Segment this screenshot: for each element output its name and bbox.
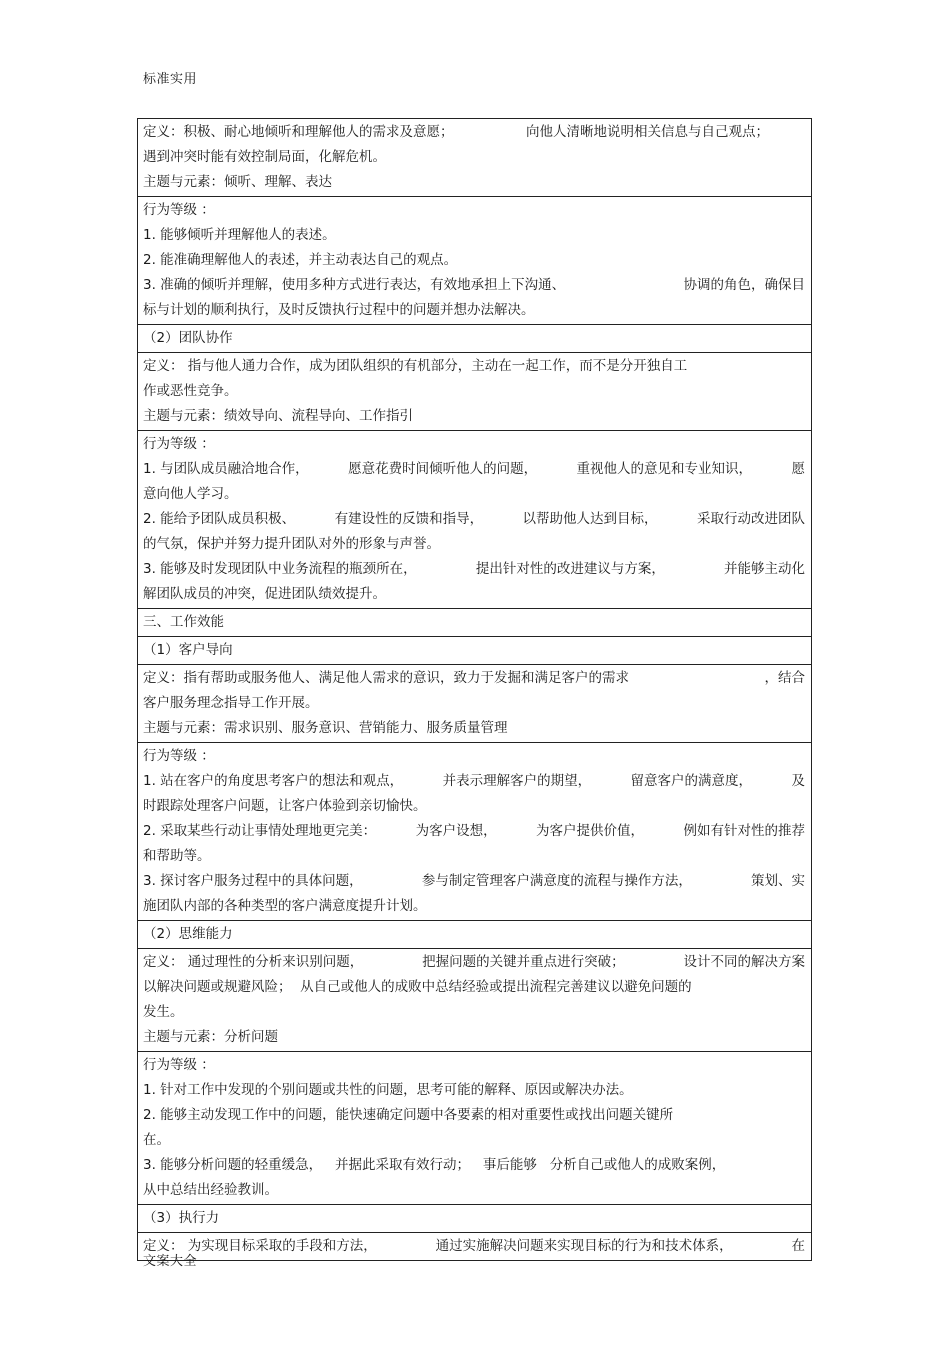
customer-definition-cell: 定义：指有帮助或服务他人、满足他人需求的意识，致力于发掘和满足客户的需求 ，结合 客户服务理念指导工作开展。 主题与元素：需求识别、服务意识、营销能力、服务质量管理: [138, 665, 812, 743]
levels-title: 行为等级 ：: [143, 1057, 215, 1073]
communication-definition-cell: 定义：积极、耐心地倾听和理解他人的需求及意愿； 向他人清晰地说明相关信息与自己观点； 遇到冲突时能有效控制局面，化解危机。 主题与元素：倾听、理解、表达: [138, 119, 812, 197]
thinking-ability-heading: （2）思维能力: [138, 921, 812, 949]
definition-line: 定义：积极、耐心地倾听和理解他人的需求及意愿； 向他人清晰地说明相关信息与自己观点；: [143, 124, 769, 140]
table-row: [138, 325, 812, 353]
customer-orientation-heading: （1）客户导向: [138, 637, 812, 665]
table-row: [138, 1205, 812, 1233]
levels-title: 行为等级 ：: [143, 202, 215, 218]
table-row: [138, 1233, 812, 1261]
running-header: 标准实用: [143, 72, 198, 87]
thinking-definition-cell: 定义： 通过理性的分析来识别问题， 把握问题的关键并重点进行突破； 设计不同的解决方案 以解决问题或规避风险； 从自己或他人的成败中总结经验或提出流程完善建议以避免问题的 发生。 主题与元素：分析问题: [138, 949, 812, 1052]
theme-line: 主题与元素：需求识别、服务意识、营销能力、服务质量管理: [143, 720, 508, 736]
teamwork-definition-cell: 定义： 指与他人通力合作，成为团队组织的有机部分，主动在一起工作，而不是分开独自工 作或恶性竞争。 主题与元素：绩效导向、流程导向、工作指引: [138, 353, 812, 431]
table-row: [138, 1052, 812, 1205]
communication-levels-cell: 行为等级 ： 1. 能够倾听并理解他人的表述。 2. 能准确理解他人的表述，并主动表达自己的观点。 3. 准确的倾听并理解，使用多种方式进行表达，有效地承担上下沟通、 协调的角色，确保目 标与计划的顺利执行，及时反馈执行过程中的问题并想办法解决。: [138, 197, 812, 325]
thinking-levels-cell: 行为等级 ： 1. 针对工作中发现的个别问题或共性的问题，思考可能的解释、原因或解决办法。 2. 能够主动发现工作中的问题，能快速确定问题中各要素的相对重要性或找出问题关键所 在。 3. 能够分析问题的轻重缓急， 并据此采取有效行动； 事后能够 分析自己或他人的成败案例， 从中总结出经验教训。: [138, 1052, 812, 1205]
teamwork-heading: （2）团队协作: [138, 325, 812, 353]
table-row: [138, 949, 812, 1052]
theme-line: 主题与元素：绩效导向、流程导向、工作指引: [143, 408, 413, 424]
table-row: [138, 431, 812, 609]
table-row: [138, 353, 812, 431]
table-row: [138, 665, 812, 743]
table-row: [138, 609, 812, 637]
table-row: [138, 637, 812, 665]
execution-heading: （3）执行力: [138, 1205, 812, 1233]
theme-line: 主题与元素：分析问题: [143, 1029, 278, 1045]
levels-title: 行为等级 ：: [143, 436, 215, 452]
table-row: [138, 921, 812, 949]
teamwork-levels-cell: 行为等级 ： 1. 与团队成员融洽地合作， 愿意花费时间倾听他人的问题， 重视他人的意见和专业知识， 愿 意向他人学习。 2. 能给予团队成员积极、 有建设性的反馈和指导， 以帮助他人达到目标， 采取行动改进团队 的气氛，保护并努力提升团队对外的形象与声誉。 3. 能够及时发现团队中业务流程的瓶颈所在， 提出针对性的改进建议与方案， 并能够主动化 解团队成员的冲突，促进团队绩效提升。: [138, 431, 812, 609]
table-row: [138, 743, 812, 921]
theme-line: 主题与元素：倾听、理解、表达: [143, 174, 332, 190]
customer-levels-cell: 行为等级 ： 1. 站在客户的角度思考客户的想法和观点， 并表示理解客户的期望， 留意客户的满意度， 及 时跟踪处理客户问题，让客户体验到亲切愉快。 2. 采取某些行动让事情处理地更完美： 为客户设想， 为客户提供价值， 例如有针对性的推荐 和帮助等。 3. 探讨客户服务过程中的具体问题， 参与制定管理客户满意度的流程与操作方法， 策划、实 施团队内部的各种类型的客户满意度提升计划。: [138, 743, 812, 921]
competency-table: [137, 118, 812, 1261]
table-row: [138, 197, 812, 325]
table-row: [138, 119, 812, 197]
running-footer: 文案大全: [143, 1254, 198, 1269]
section-heading: 三、工作效能: [138, 609, 812, 637]
execution-definition-cell: 定义： 为实现目标采取的手段和方法， 通过实施解决问题来实现目标的行为和技术体系， 在: [138, 1233, 812, 1261]
levels-title: 行为等级 ：: [143, 748, 215, 764]
